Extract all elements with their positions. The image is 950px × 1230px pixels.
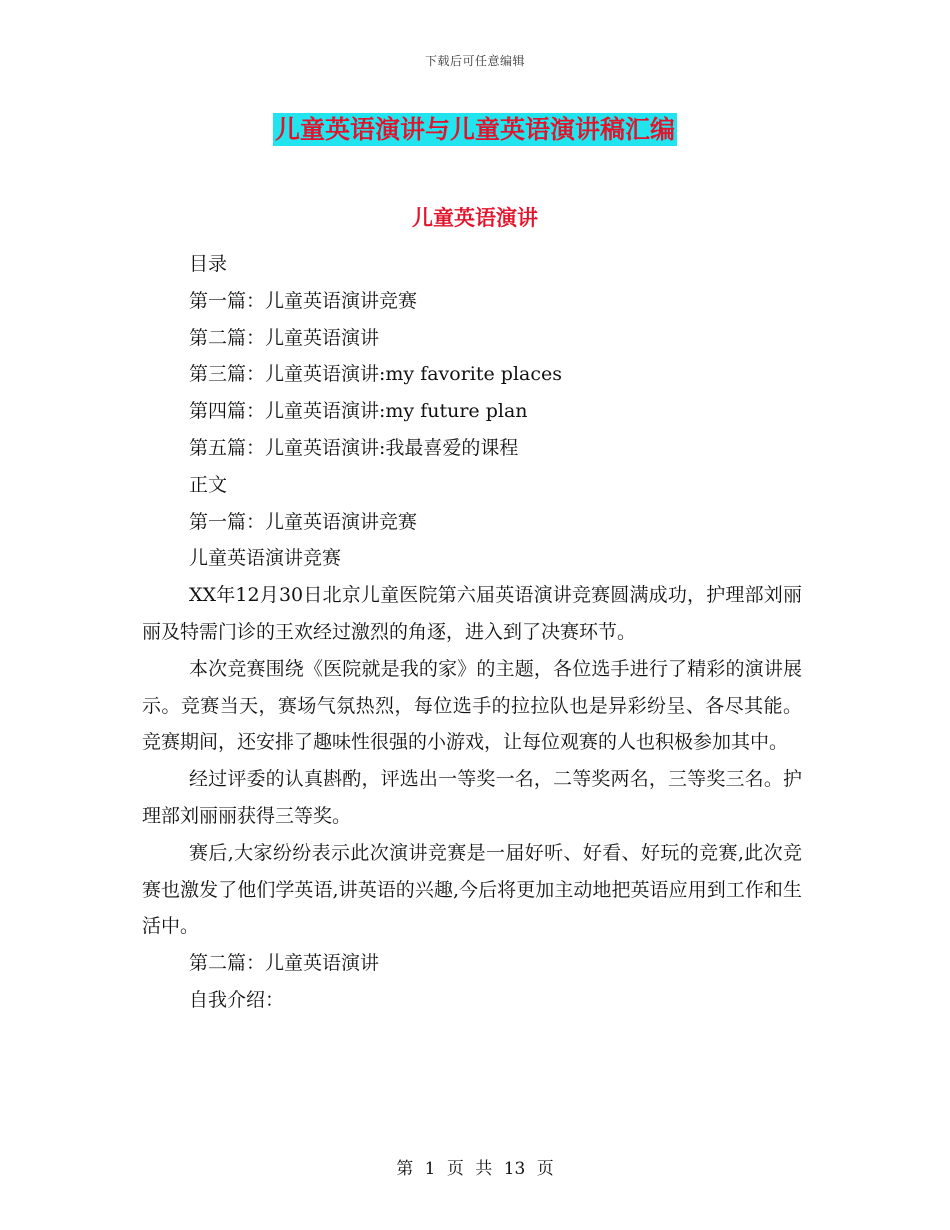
document-title — [0, 110, 950, 146]
toc-heading: 目录 — [189, 253, 228, 275]
toc-item: 第一篇：儿童英语演讲竞赛 — [189, 289, 418, 312]
toc-item: 第四篇：儿童英语演讲:my future plan — [189, 400, 528, 423]
document-body — [142, 246, 802, 1019]
paragraph: 经过评委的认真斟酌，评选出一等奖一名，二等奖两名，三等奖三名。护理部刘丽丽获得三等奖。 — [142, 768, 802, 827]
part1-subheading: 儿童英语演讲竞赛 — [189, 547, 342, 570]
toc-item: 第五篇：儿童英语演讲:我最喜爱的课程 — [189, 436, 519, 459]
header-note: 下载后可任意编辑 — [424, 54, 525, 68]
part2-intro: 自我介绍： — [189, 988, 285, 1011]
part1-heading: 第一篇：儿童英语演讲竞赛 — [189, 510, 418, 533]
page-footer: 第 1 页 共 13 页 — [396, 1159, 554, 1179]
paragraph: XX年12月30日北京儿童医院第六届英语演讲竞赛圆满成功，护理部刘丽丽及特需门诊的王欢经过激烈的角逐，进入到了决赛环节。 — [142, 584, 802, 643]
section-title: 儿童英语演讲 — [412, 205, 538, 230]
part2-heading: 第二篇：儿童英语演讲 — [189, 952, 380, 975]
toc-item: 第二篇：儿童英语演讲 — [189, 326, 380, 349]
paragraph: 赛后,大家纷纷表示此次演讲竞赛是一届好听、好看、好玩的竞赛,此次竞赛也激发了他们学英语,讲英语的兴趣,今后将更加主动地把英语应用到工作和生活中。 — [142, 841, 802, 938]
body-heading: 正文 — [189, 473, 228, 496]
document-title-text: 儿童英语演讲与儿童英语演讲稿汇编 — [274, 115, 675, 144]
paragraph: 本次竞赛围绕《医院就是我的家》的主题，各位选手进行了精彩的演讲展示。竞赛当天，赛场气氛热烈，每位选手的拉拉队也是异彩纷呈、各尽其能。竞赛期间，还安排了趣味性很强的小游戏，让每位观赛的人也积极参加其中。 — [142, 657, 802, 754]
toc-item: 第三篇：儿童英语演讲:my favorite places — [189, 363, 563, 386]
